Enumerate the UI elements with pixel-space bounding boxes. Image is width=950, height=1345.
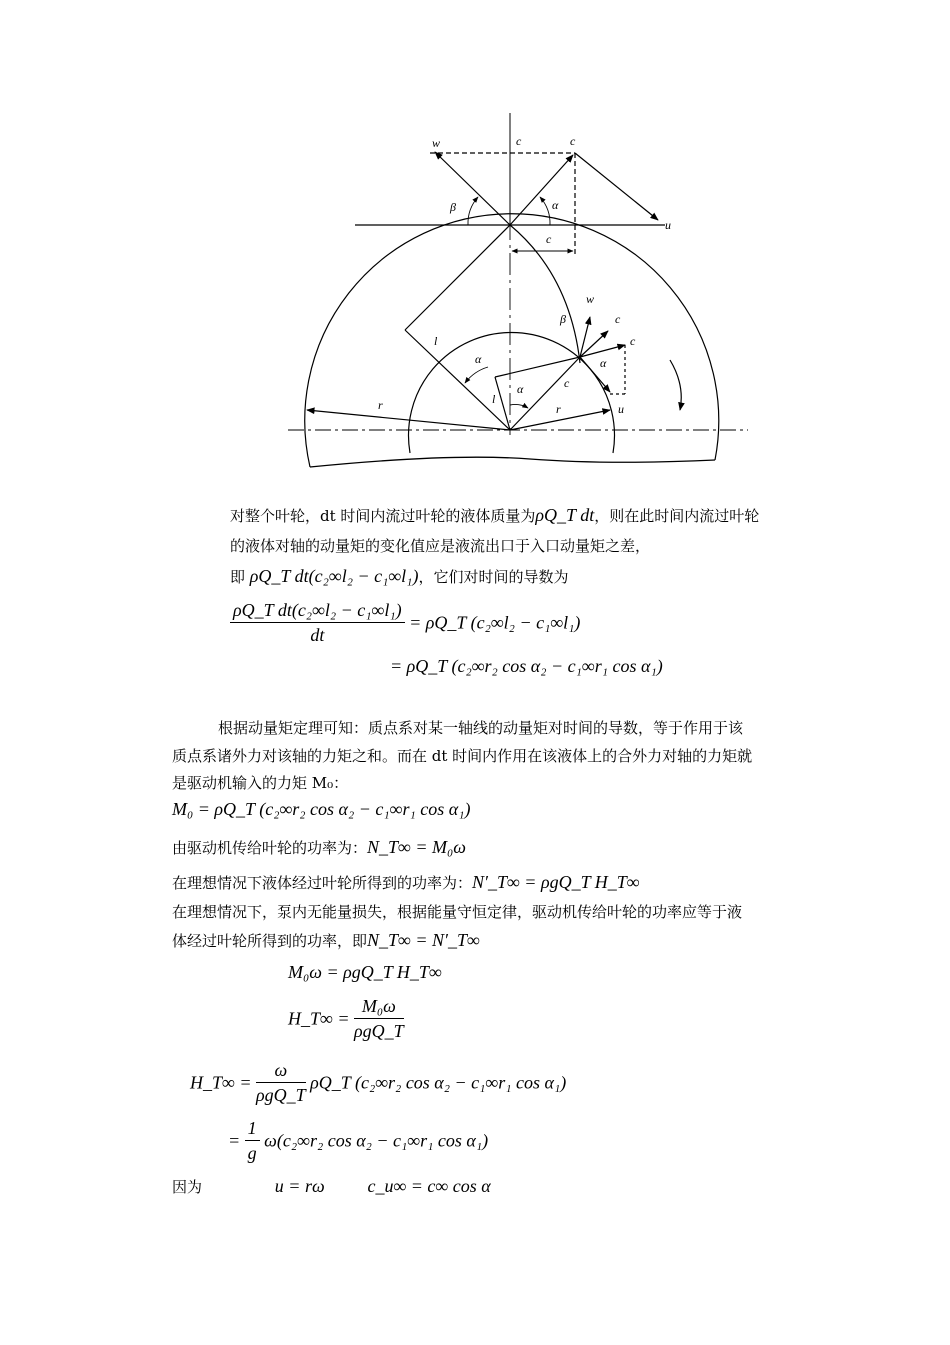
label-c1: c xyxy=(630,334,636,348)
paragraph-1-line-3: 即 ρQ_T dt(c₂∞l₂ − c₁∞l₁)，它们对时间的导数为 xyxy=(230,566,569,586)
eq-cu: c_u∞ = c∞ cos α xyxy=(367,1176,491,1196)
eq-u: u = rω xyxy=(274,1176,325,1196)
paragraph-5-line-2: 体经过叶轮所得到的功率，即N_T∞ = N′_T∞ xyxy=(172,930,480,950)
paragraph-4: 在理想情况下液体经过叶轮所得到的功率为：N′_T∞ = ρgQ_T H_T∞ xyxy=(172,872,640,892)
label-w1: w xyxy=(586,292,595,306)
label-alpha2-inner: α xyxy=(475,352,482,366)
label-c2: c xyxy=(570,134,576,148)
label-c2u: c xyxy=(546,232,552,246)
label-l2: l xyxy=(434,334,438,348)
eq-M0: M₀ = ρQ_T (c₂∞r₂ cos α₂ − c₁∞r₁ cos α₁) xyxy=(172,799,471,819)
label-alpha2: α xyxy=(552,198,559,212)
label-c2t: c xyxy=(516,134,522,148)
paragraph-2-line-2: 质点系诸外力对该轴的力矩之和。而在 dt 时间内作用在该液体上的合外力对轴的力矩就 xyxy=(172,747,753,765)
label-l1: l xyxy=(492,392,496,406)
label-alpha1: α xyxy=(517,382,524,396)
label-alpha1-b: α xyxy=(600,356,607,370)
paragraph-1-line-2: 的液体对轴的动量矩的变化值应是液流出口于入口动量矩之差， xyxy=(230,537,651,555)
eq-mass: ρQ_T dt xyxy=(535,505,595,525)
eq-derivative: $\frac{\text{ρQ\_T dt(c₂∞l₂ − c₁∞l₁)}}{dt}$ = ρQ_T (c₂∞l₂ − c₁∞l₁) xyxy=(230,600,580,645)
label-c1u: c xyxy=(564,376,570,390)
label-u1: u xyxy=(618,402,624,416)
impeller-velocity-diagram xyxy=(270,105,760,480)
label-r2: r xyxy=(378,398,383,412)
paragraph-6: 因为 u = rω c_u∞ = c∞ cos α xyxy=(172,1176,491,1196)
label-w2: w xyxy=(432,136,441,150)
eq-moment-change: ρQ_T dt(c₂∞l₂ − c₁∞l₁) xyxy=(249,566,419,586)
paragraph-5-line-1: 在理想情况下，泵内无能量损失，根据能量守恒定律，驱动机传给叶轮的功率应等于液 xyxy=(172,903,743,921)
eq-1: M₀ω = ρgQ_T H_T∞ xyxy=(288,962,442,982)
eq-3: H_T∞ = $\frac{\omega}{\text{ρgQ\_T}}$ ρQ_T (c₂∞r₂ cos α₂ − c₁∞r₁ cos α₁) xyxy=(190,1060,567,1105)
label-beta2: β xyxy=(450,200,456,214)
label-r1: r xyxy=(556,402,561,416)
eq-N: N_T∞ = M₀ω xyxy=(367,837,466,857)
inner-circle xyxy=(409,332,615,453)
label-beta1: β xyxy=(560,312,566,326)
eq-derivative-2: = ρQ_T (c₂∞r₂ cos α₂ − c₁∞r₁ cos α₁) xyxy=(390,656,663,676)
eq-4: = $\frac{1}{g}$ ω(c₂∞r₂ cos α₂ − c₁∞r₁ cos α₁) xyxy=(228,1118,489,1163)
label-cr1: c xyxy=(615,312,621,326)
paragraph-3: 由驱动机传给叶轮的功率为：N_T∞ = M₀ω xyxy=(172,837,466,857)
paragraph-2-line-3: 是驱动机输入的力矩 M₀： xyxy=(172,774,349,792)
label-u2: u xyxy=(665,218,671,232)
paragraph-2-line-1: 根据动量矩定理可知：质点系对某一轴线的动量矩对时间的导数，等于作用于该 xyxy=(218,719,744,737)
eq-balance: N_T∞ = N′_T∞ xyxy=(367,930,480,950)
eq-Nprime: N′_T∞ = ρgQ_T H_T∞ xyxy=(472,872,640,892)
eq-2: H_T∞ = $\frac{\text{M₀ω}}{\text{ρgQ\_T}}$ xyxy=(288,996,404,1041)
paragraph-1-line-1: 对整个叶轮，dt 时间内流过叶轮的液体质量为ρQ_T dt，则在此时间内流过叶轮 xyxy=(230,505,760,525)
